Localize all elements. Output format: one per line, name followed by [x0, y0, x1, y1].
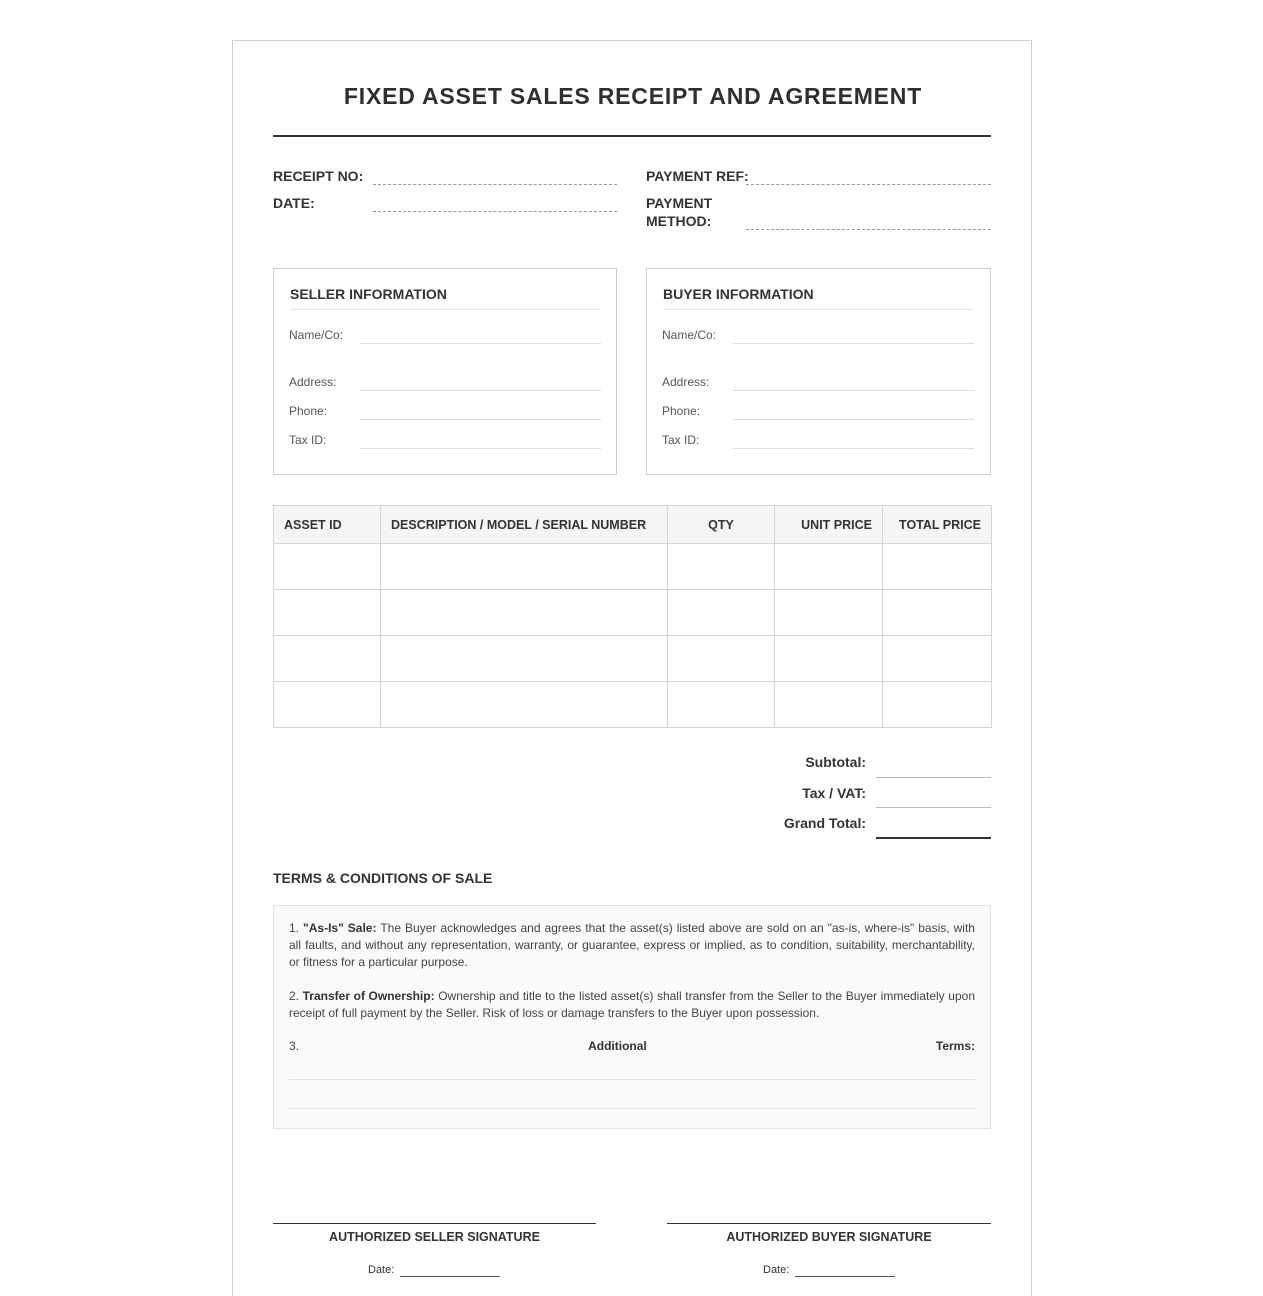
buyer-name-label: Name/Co: [662, 328, 717, 342]
asset-id-cell[interactable] [274, 636, 381, 682]
asset-id-cell[interactable] [274, 590, 381, 636]
grand-total-field[interactable] [876, 837, 991, 839]
payment-method-field[interactable] [746, 229, 991, 230]
col-header-qty: QTY [668, 506, 775, 544]
seller-date-label: Date: [368, 1264, 395, 1276]
term-transfer-ownership [289, 988, 975, 1022]
buyer-signature-line[interactable] [667, 1223, 991, 1224]
total-price-cell[interactable] [883, 544, 992, 590]
payment-method-label [646, 194, 712, 230]
unit-price-cell[interactable] [775, 544, 883, 590]
receipt-no-label: RECEIPT NO: [273, 168, 364, 184]
asset-items-table [273, 505, 992, 728]
seller-phone-field[interactable] [360, 419, 601, 420]
col-header-total-price: TOTAL PRICE [883, 506, 992, 544]
table-row [274, 544, 992, 590]
buyer-info-title: BUYER INFORMATION [663, 286, 814, 302]
qty-cell[interactable] [668, 682, 775, 728]
date-field[interactable] [373, 211, 617, 212]
term-3-word-additional: Additional [588, 1039, 647, 1053]
seller-phone-label: Phone: [289, 404, 328, 418]
term-2-text: Ownership and title to the listed asset(s) shall transfer from the Seller to the Buyer immediately upon receipt of full payment by the Seller. Risk of loss or damage transfers to the Buyer upon possession. [289, 989, 976, 1020]
term-2-number: 2. [289, 989, 300, 1003]
seller-date-field[interactable] [400, 1276, 500, 1277]
term-3-word-terms: Terms: [935, 1039, 975, 1053]
buyer-address-field[interactable] [733, 390, 974, 391]
col-header-unit-price: UNIT PRICE [775, 506, 883, 544]
buyer-phone-field[interactable] [733, 419, 974, 420]
seller-info-title: SELLER INFORMATION [290, 286, 447, 302]
payment-method-label-line2: METHOD: [646, 213, 712, 229]
description-cell[interactable] [381, 544, 668, 590]
payment-method-label-line1: PAYMENT [646, 195, 713, 211]
additional-terms-line-2[interactable] [289, 1108, 975, 1109]
term-1-number: 1. [289, 921, 300, 935]
seller-taxid-field[interactable] [360, 448, 601, 449]
seller-name-label: Name/Co: [289, 328, 344, 342]
buyer-taxid-label: Tax ID: [662, 433, 700, 447]
asset-id-cell[interactable] [274, 682, 381, 728]
col-header-description: DESCRIPTION / MODEL / SERIAL NUMBER [381, 506, 668, 544]
seller-name-field[interactable] [360, 343, 601, 344]
qty-cell[interactable] [668, 544, 775, 590]
title-divider [273, 135, 991, 137]
buyer-signature-label: AUTHORIZED BUYER SIGNATURE [726, 1230, 932, 1244]
total-price-cell[interactable] [883, 636, 992, 682]
asset-id-cell[interactable] [274, 544, 381, 590]
subtotal-label: Subtotal: [805, 754, 866, 770]
term-1-title: "As-Is" Sale: [303, 921, 377, 935]
total-price-cell[interactable] [883, 590, 992, 636]
description-cell[interactable] [381, 636, 668, 682]
buyer-date-label: Date: [763, 1264, 790, 1276]
term-additional [289, 1039, 975, 1053]
term-as-is-sale [289, 920, 975, 971]
seller-taxid-label: Tax ID: [289, 433, 327, 447]
qty-cell[interactable] [668, 636, 775, 682]
term-1-text: The Buyer acknowledges and agrees that the asset(s) listed above are sold on an "as-is, where-is" basis, with all faults, and without any representation, warranty, or guarantee, express or implied, as to condition, suitability, merchantability, or fitness for a particular purpose. [289, 921, 975, 969]
buyer-name-field[interactable] [733, 343, 974, 344]
additional-terms-line-1[interactable] [289, 1079, 975, 1080]
buyer-phone-label: Phone: [662, 404, 701, 418]
buyer-info-box [646, 268, 991, 475]
unit-price-cell[interactable] [775, 682, 883, 728]
seller-title-divider [290, 309, 600, 310]
table-row [274, 590, 992, 636]
col-header-asset-id: ASSET ID [274, 506, 381, 544]
unit-price-cell[interactable] [775, 636, 883, 682]
receipt-no-field[interactable] [373, 184, 617, 185]
table-row [274, 636, 992, 682]
seller-info-box [273, 268, 617, 475]
buyer-taxid-field[interactable] [733, 448, 974, 449]
receipt-document [232, 40, 1032, 1296]
document-title: FIXED ASSET SALES RECEIPT AND AGREEMENT [343, 83, 923, 109]
terms-heading: TERMS & CONDITIONS OF SALE [273, 870, 493, 886]
payment-ref-field[interactable] [746, 184, 991, 185]
subtotal-field[interactable] [876, 777, 991, 778]
date-label: DATE: [273, 195, 315, 211]
buyer-title-divider [663, 309, 973, 310]
buyer-address-label: Address: [662, 375, 710, 389]
unit-price-cell[interactable] [775, 590, 883, 636]
description-cell[interactable] [381, 590, 668, 636]
table-row [274, 682, 992, 728]
seller-signature-label: AUTHORIZED SELLER SIGNATURE [329, 1230, 540, 1244]
term-2-title: Transfer of Ownership: [302, 989, 435, 1003]
grand-total-label: Grand Total: [783, 815, 866, 831]
buyer-date-field[interactable] [795, 1276, 895, 1277]
seller-signature-line[interactable] [273, 1223, 596, 1224]
description-cell[interactable] [381, 682, 668, 728]
terms-box [273, 905, 991, 1129]
total-price-cell[interactable] [883, 682, 992, 728]
qty-cell[interactable] [668, 590, 775, 636]
table-header-row [274, 506, 992, 544]
seller-address-label: Address: [289, 375, 337, 389]
payment-ref-label: PAYMENT REF: [646, 168, 749, 184]
term-3-number: 3. [289, 1039, 300, 1053]
tax-vat-field[interactable] [876, 807, 991, 808]
tax-vat-label: Tax / VAT: [802, 785, 866, 801]
seller-address-field[interactable] [360, 390, 601, 391]
